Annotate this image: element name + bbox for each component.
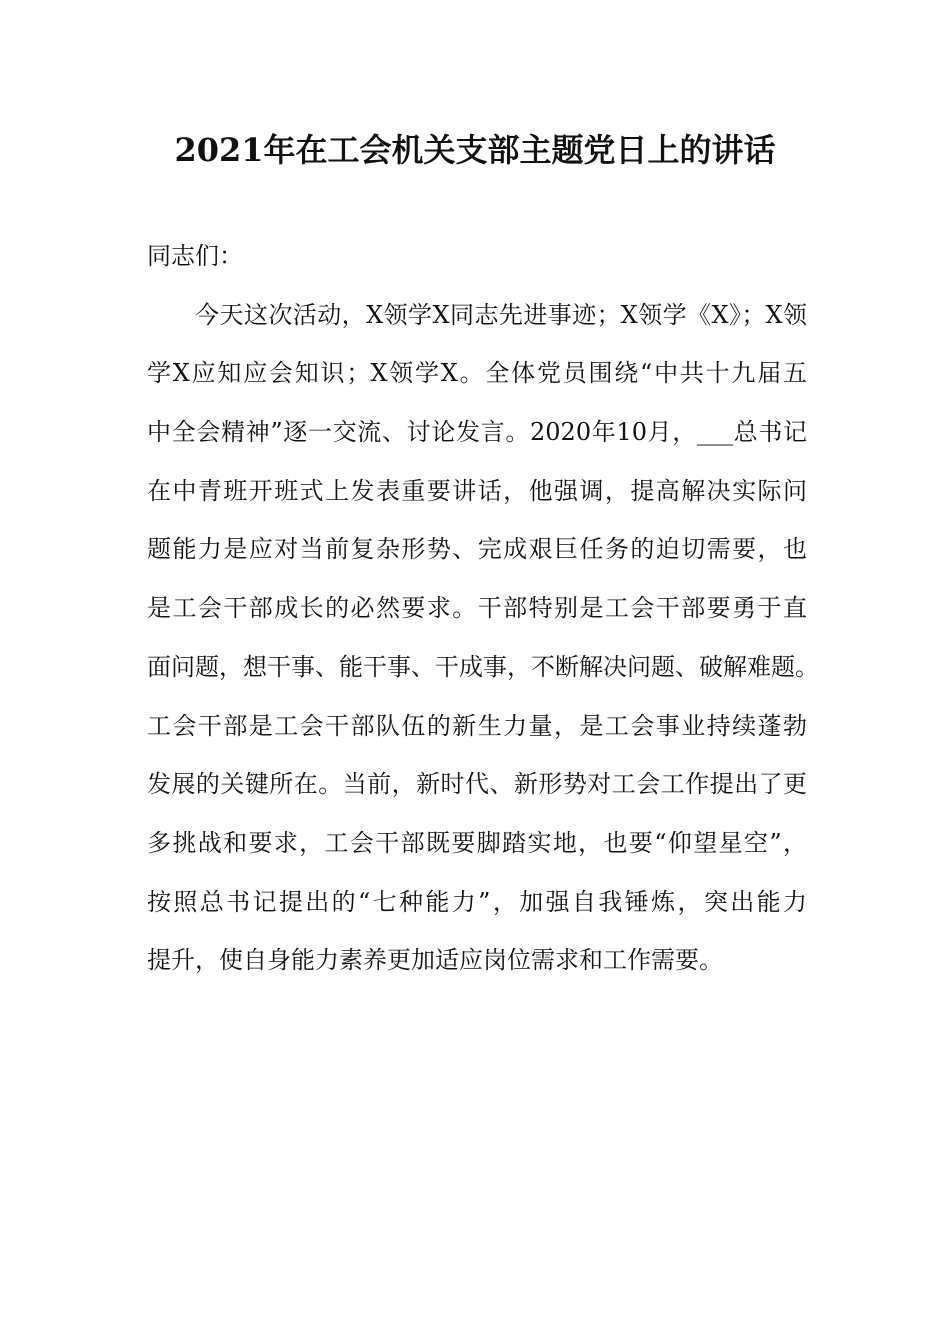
paragraph-line: 在中青班开班式上发表重要讲话，他强调，提高解决实际问 <box>147 476 807 505</box>
paragraph-line: 按照总书记提出的“七种能力”，加强自我锤炼，突出能力 <box>147 887 807 916</box>
salutation: 同志们： <box>147 242 243 270</box>
paragraph-line: 今天这次活动，X领学X同志先进事迹；X领学《X》；X领 <box>195 300 807 329</box>
paragraph-line: 多挑战和要求，工会干部既要脚踏实地，也要“仰望星空”， <box>147 828 807 857</box>
paragraph-line: 工会干部是工会干部队伍的新生力量，是工会事业持续蓬勃 <box>147 711 807 740</box>
paragraph-line: 发展的关键所在。当前，新时代、新形势对工会工作提出了更 <box>147 770 807 799</box>
paragraph-line: 学X应知应会知识；X领学X。全体党员围绕“中共十九届五 <box>147 359 807 388</box>
document-title: 2021年在工会机关支部主题党日上的讲话 <box>174 131 776 169</box>
paragraph-line: 中全会精神”逐一交流、讨论发言。2020年10月，___总书记 <box>147 418 807 447</box>
paragraph-line-last: 提升，使自身能力素养更加适应岗位需求和工作需要。 <box>147 946 723 975</box>
paragraph-line: 是工会干部成长的必然要求。干部特别是工会干部要勇于直 <box>147 594 807 623</box>
paragraph-line: 面问题，想干事、能干事、干成事，不断解决问题、破解难题。 <box>147 652 819 681</box>
document-body <box>147 227 819 990</box>
paragraph-line: 题能力是应对当前复杂形势、完成艰巨任务的迫切需要，也 <box>147 535 807 564</box>
